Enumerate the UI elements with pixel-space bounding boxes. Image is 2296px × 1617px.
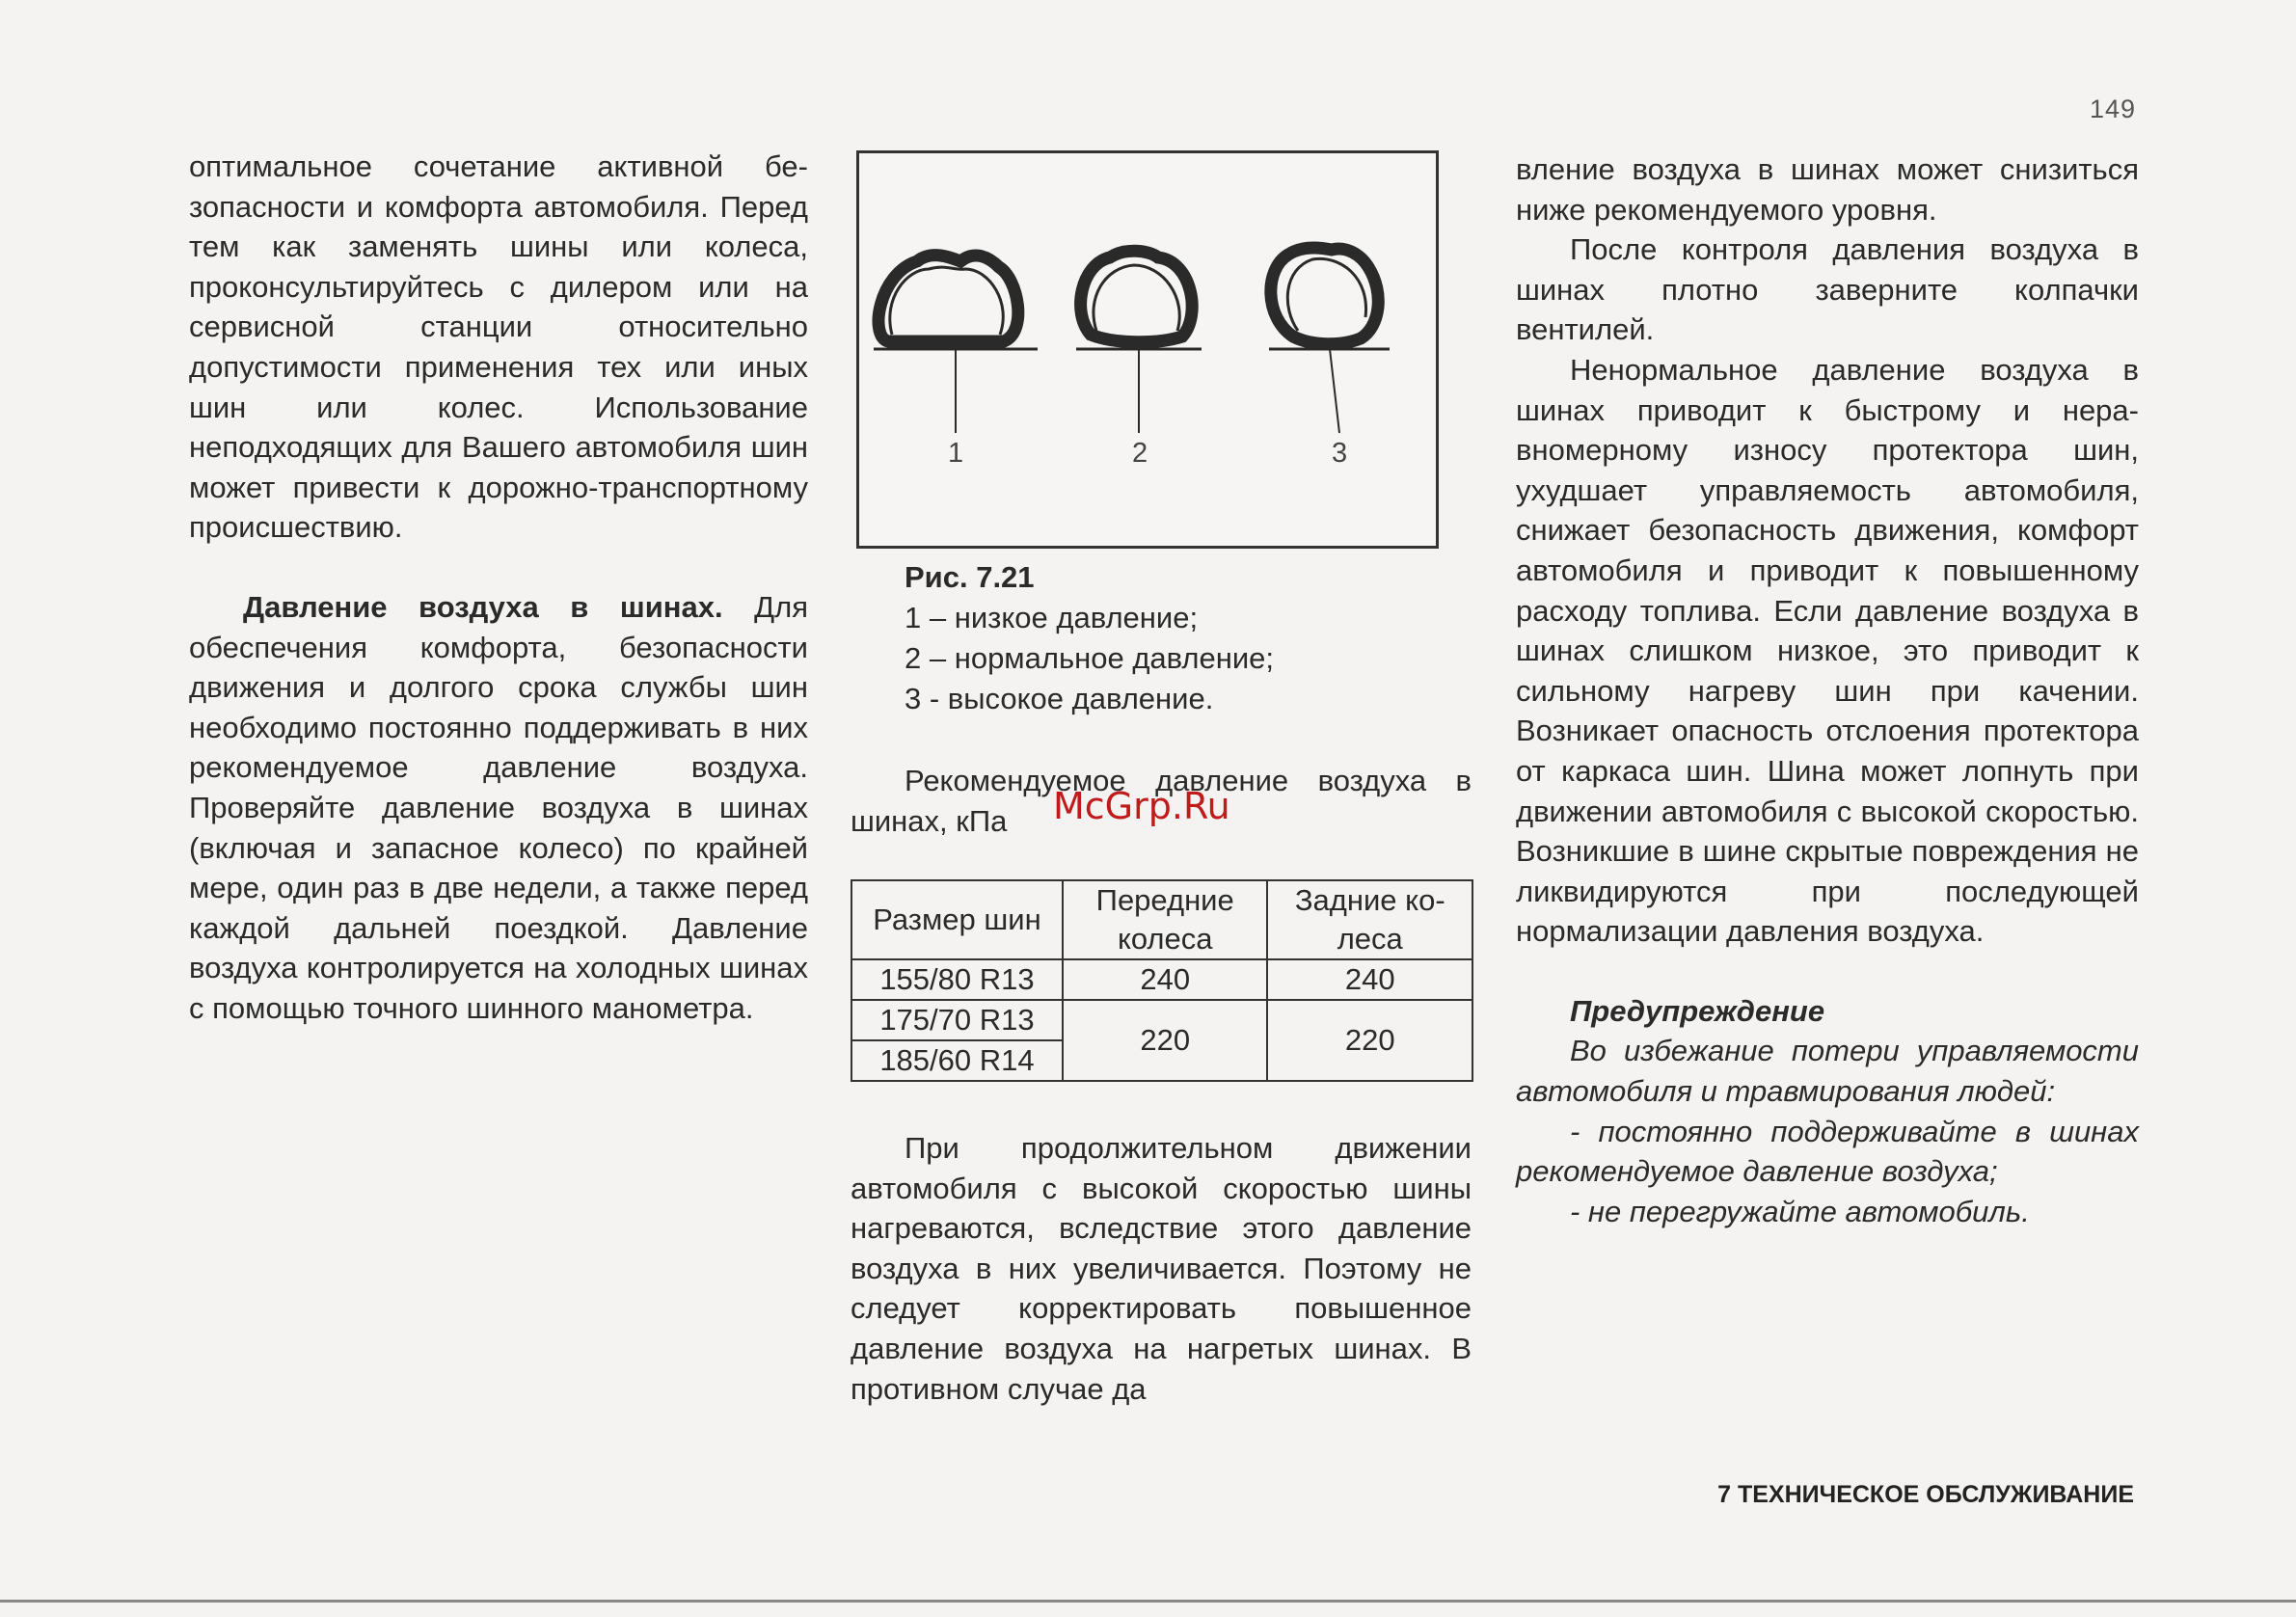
- header-front: Передние колеса: [1063, 880, 1268, 959]
- header-rear: Задние колеса: [1267, 880, 1472, 959]
- tire-pressure-paragraph: [189, 587, 808, 1029]
- figure-legend-3: 3 - высокое давление.: [905, 682, 1214, 715]
- page-number: 149: [2089, 94, 2136, 123]
- heating-paragraph: При продолжительном движении автомобиля с высокой скоростью шины нагреваются, вследствие этого давление воздуха в них увеличивается. Поэтому не следует корректировать повышенное давление воздуха на нагретых шинах. В противном случае да: [851, 1131, 1472, 1406]
- valve-caps-paragraph: После контроля давления воздуха в шинах плотно заверните колпачки вентилей.: [1516, 232, 2139, 347]
- cell-front: 240: [1063, 959, 1268, 1000]
- abnormal-pressure-paragraph: Ненормальное давление воздуха в шинах приводит к быстрому и неравномерному износу протектора шин, ухудшает управляемость автомобиля, снижает безопасность движения, комфорт автомобиля и приводит к повышенному расходу топлива. Если давление воздуха в шинах слишком низкое, это приводит к сильному нагреву шин при качении. Возникает опасность отслоения протектора от каркаса шин. Шина может лопнуть при движении автомобиля с высокой скоростью. Возникшие в шине скрытые повреждения не ликвидируются при последующей нормализации давления воздуха.: [1516, 352, 2139, 949]
- tire-pressure-heading: Давление воздуха в шинах.: [243, 589, 723, 624]
- figure-title: Рис. 7.21: [905, 560, 1035, 594]
- tire-label-2: 2: [1132, 438, 1148, 469]
- section-footer: 7 ТЕХНИЧЕСКОЕ ОБСЛУЖИВАНИЕ: [1717, 1481, 2134, 1508]
- tire-label-3: 3: [1332, 438, 1348, 469]
- right-column: [1516, 149, 2139, 1231]
- cell-size: 175/70 R13: [851, 1000, 1063, 1040]
- cell-rear: 220: [1267, 1000, 1472, 1081]
- tire-normal-pressure: [1076, 251, 1202, 433]
- table-row: [851, 959, 1472, 1000]
- warning-item-1: - постоянно поддерживайте в шинах рекомендуемое давление воздуха;: [1516, 1114, 2139, 1189]
- table-header-row: [851, 880, 1472, 959]
- cell-front: 220: [1063, 1000, 1268, 1081]
- tire-diagram: [859, 153, 1436, 546]
- pressure-table: [851, 879, 1473, 1082]
- tire-figure: [856, 150, 1439, 549]
- left-column: [189, 147, 808, 1028]
- tire-label-1: 1: [948, 438, 964, 469]
- intro-paragraph: оптимальное сочетание активной безопасности и комфорта автомобиля. Перед тем как заменять шины или колеса, проконсультируйтесь с дилером или на сервисной станции относительно допустимости применения тех или иных шин или колес. Использование неподходящих для Вашего автомобиля шин может привести к дорожно-транспортному происшествию.: [189, 149, 808, 545]
- warning-text: Во избежание потери управляемости автомобиля и травмирования людей:: [1516, 1034, 2139, 1109]
- continuation-paragraph: вление воздуха в шинах может снизиться ниже рекомендуемого уровня.: [1516, 152, 2139, 227]
- recommended-pressure-caption: Рекомендуемое давление воздуха в шинах, кПа: [851, 764, 1472, 838]
- cell-rear: 240: [1267, 959, 1472, 1000]
- table-row: [851, 1000, 1472, 1040]
- figure-legend-1: 1 – низкое давление;: [905, 601, 1199, 634]
- figure-legend-2: 2 – нормальное давление;: [905, 641, 1275, 675]
- watermark: McGrp.Ru: [1053, 785, 1230, 827]
- warning-title: Предупреждение: [1570, 993, 1825, 1028]
- tire-pressure-text: Для обеспечения комфорта, безопасности движения и долгого срока службы шин необходимо постоянно поддерживать в них рекомендуемое давление воздуха. Проверяйте давление воздуха в шинах (включая и запасное колесо) по крайней мере, один раз в две недели, а также перед каждой дальней поездкой. Давление воздуха контролируется на холодных шинах с помощью точного шинного манометра.: [189, 589, 809, 1025]
- cell-size: 155/80 R13: [851, 959, 1063, 1000]
- tire-low-pressure: [874, 256, 1038, 433]
- header-size: Размер шин: [851, 880, 1063, 959]
- warning-item-2: - не перегружайте автомобиль.: [1570, 1194, 2030, 1228]
- tire-high-pressure: [1269, 248, 1390, 433]
- figure-caption: [905, 557, 1274, 719]
- bottom-rule: [0, 1600, 2296, 1603]
- cell-size: 185/60 R14: [851, 1040, 1063, 1081]
